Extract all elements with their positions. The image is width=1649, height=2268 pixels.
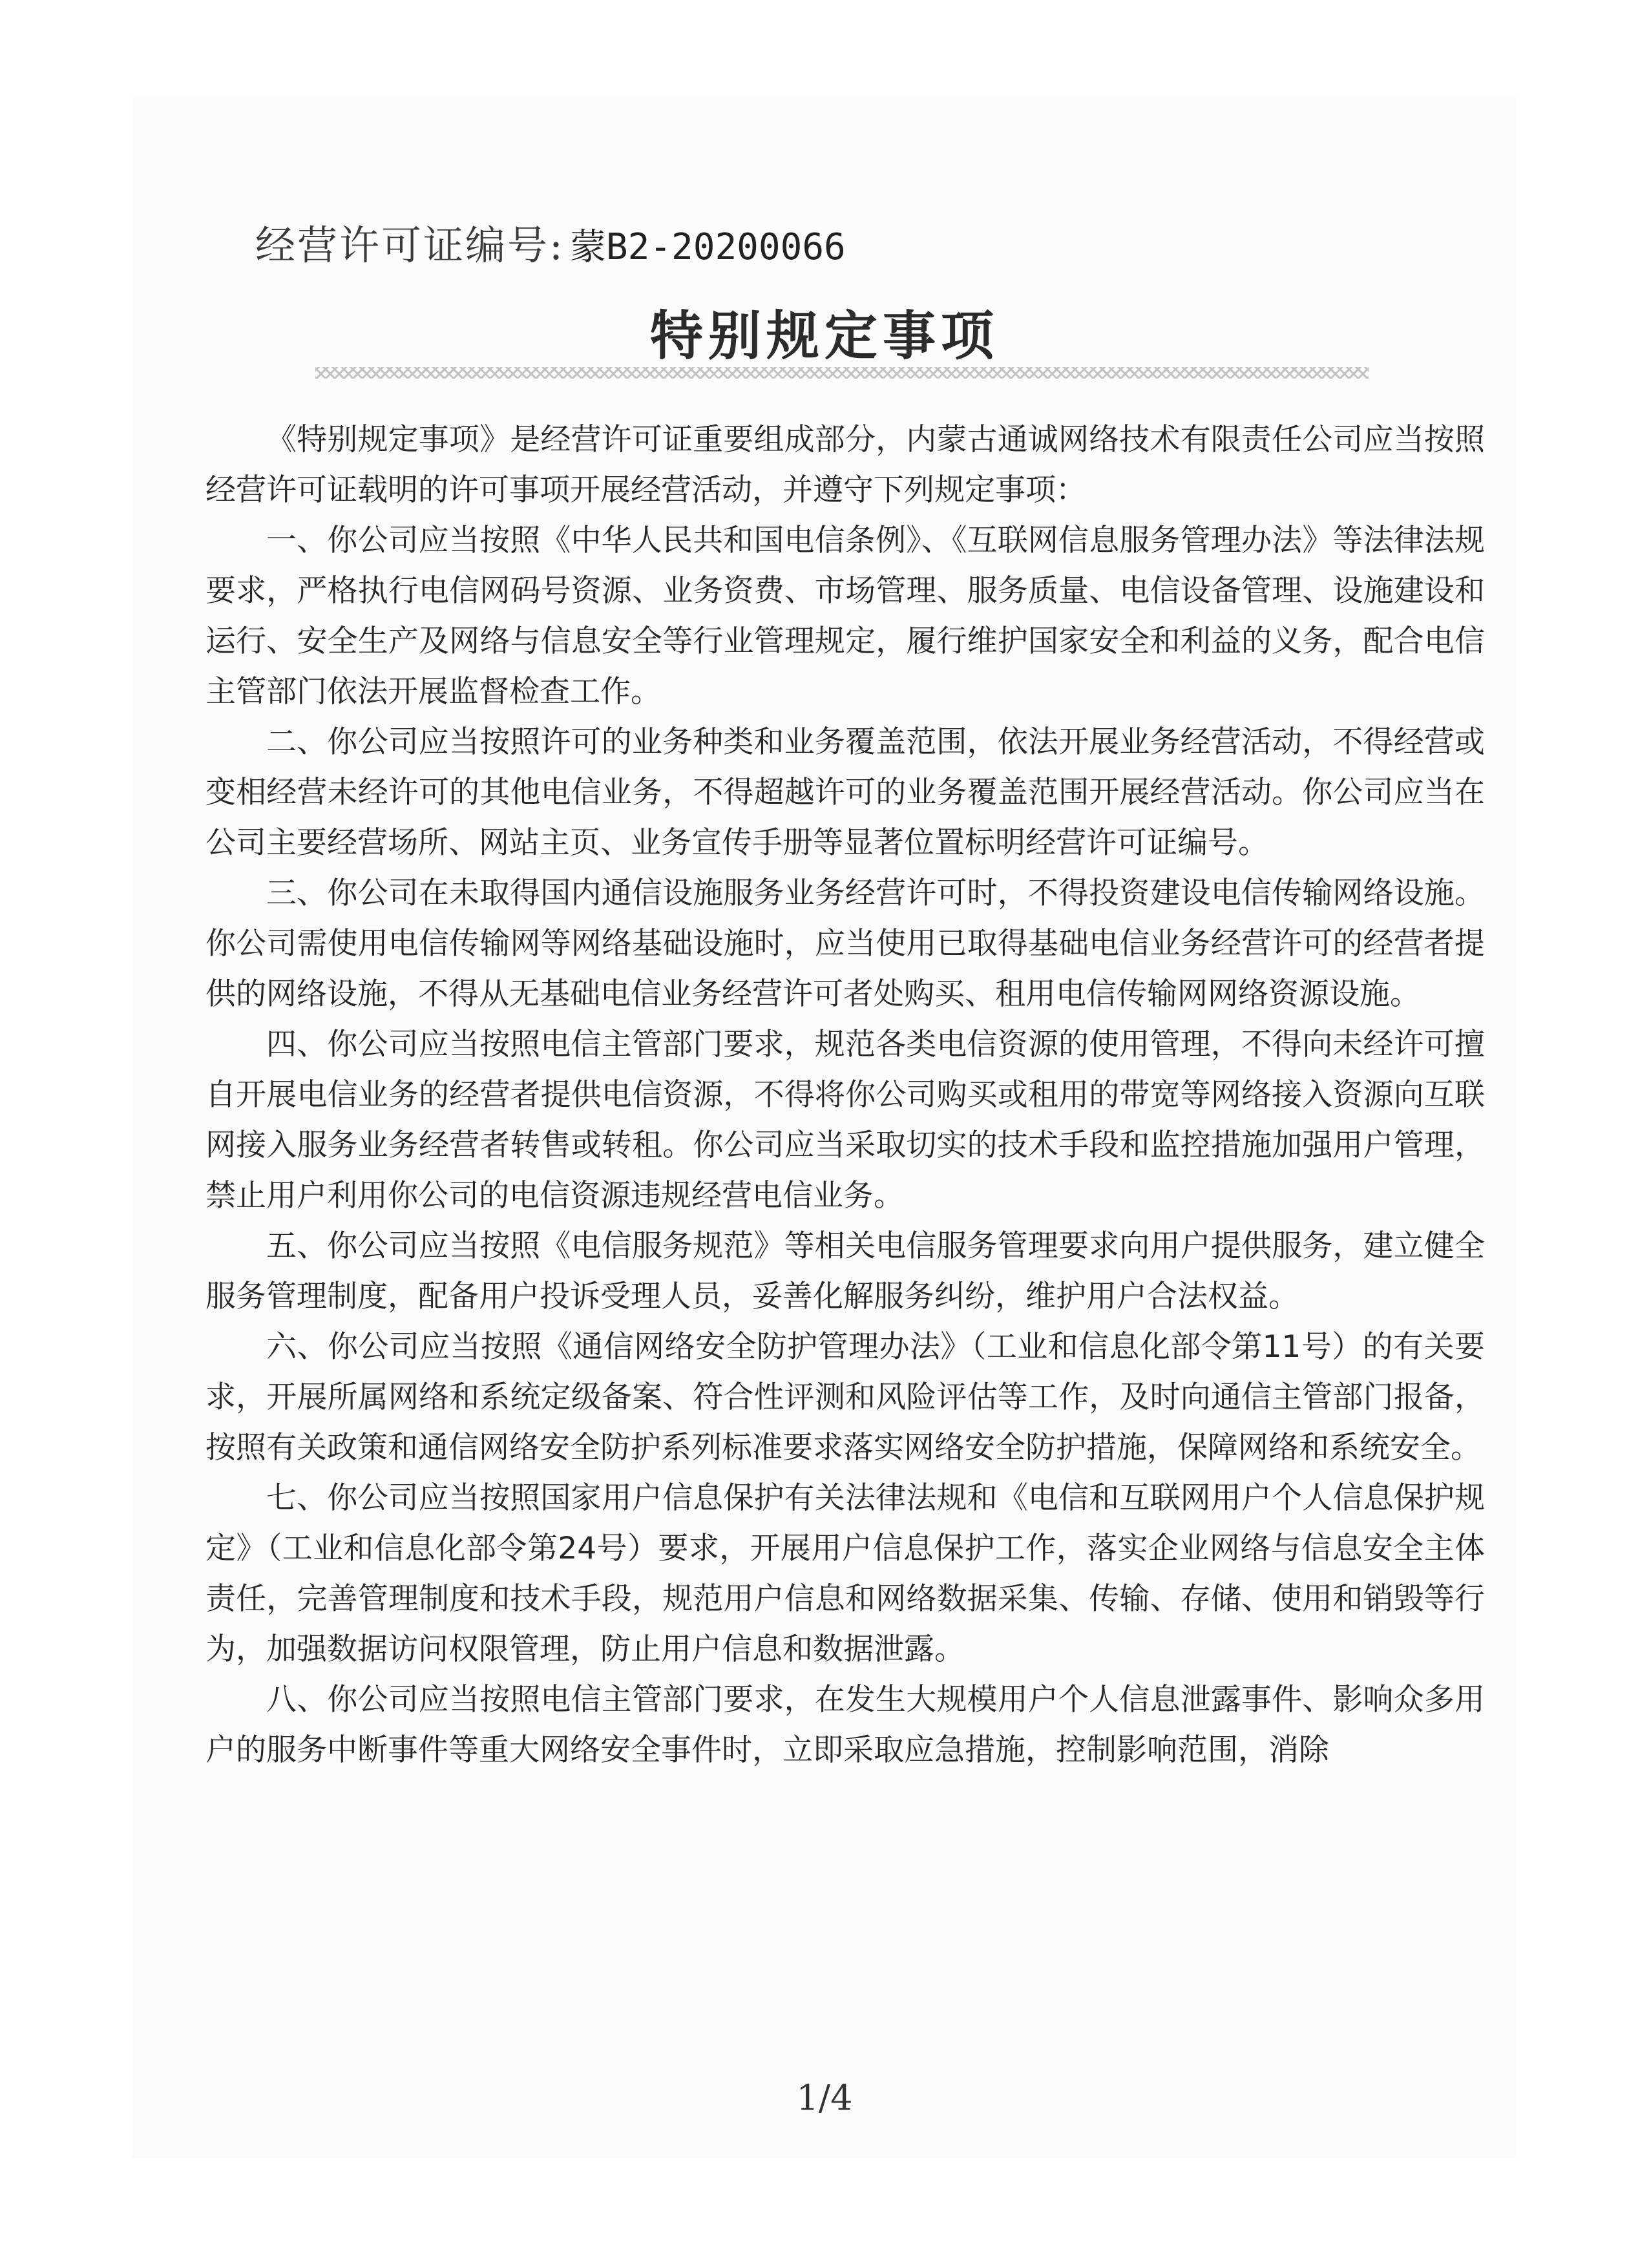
paragraph-item-2: 二、你公司应当按照许可的业务种类和业务覆盖范围，依法开展业务经营活动，不得经营或变相经营未经许可的其他电信业务，不得超越许可的业务覆盖范围开展经营活动。你公司应当在公司主要经营场所、网站主页、业务宣传手册等显著位置标明经营许可证编号。 [205,724,1485,861]
paragraph-item-3: 三、你公司在未取得国内通信设施服务业务经营许可时，不得投资建设电信传输网络设施。你公司需使用电信传输网等网络基础设施时，应当使用已取得基础电信业务经营许可的经营者提供的网络设施，不得从无基础电信业务经营许可者处购买、租用电信传输网网络资源设施。 [205,876,1485,1012]
paragraph-item-8: 八、你公司应当按照电信主管部门要求，在发生大规模用户个人信息泄露事件、影响众多用户的服务中断事件等重大网络安全事件时，立即采取应急措施，控制影响范围，消除 [205,1682,1485,1768]
decorative-divider [315,367,1369,379]
paragraph-item-5: 五、你公司应当按照《电信服务规范》等相关电信服务管理要求向用户提供服务，建立健全服务管理制度，配备用户投诉受理人员，妥善化解服务纠纷，维护用户合法权益。 [205,1228,1485,1314]
paragraph-item-6: 六、你公司应当按照《通信网络安全防护管理办法》（工业和信息化部令第11号）的有关要求，开展所属网络和系统定级备案、符合性评测和风险评估等工作，及时向通信主管部门报备，按照有关政策和通信网络安全防护系列标准要求落实网络安全防护措施，保障网络和系统安全。 [205,1329,1485,1465]
license-number-value: 蒙B2-20200066 [569,226,846,268]
paragraph-item-1: 一、你公司应当按照《中华人民共和国电信条例》、《互联网信息服务管理办法》等法律法规要求，严格执行电信网码号资源、业务资费、市场管理、服务质量、电信设备管理、设施建设和运行、安全生产及网络与信息安全等行业管理规定，履行维护国家安全和利益的义务，配合电信主管部门依法开展监督检查工作。 [205,523,1485,709]
paragraph-item-7: 七、你公司应当按照国家用户信息保护有关法律法规和《电信和互联网用户个人信息保护规定》（工业和信息化部令第24号）要求，开展用户信息保护工作，落实企业网络与信息安全主体责任，完善管理制度和技术手段，规范用户信息和网络数据采集、传输、存储、使用和销毁等行为，加强数据访问权限管理，防止用户信息和数据泄露。 [205,1480,1485,1667]
license-number-line [255,213,846,291]
page-number: 1/4 [796,2077,853,2118]
intro-paragraph: 《特别规定事项》是经营许可证重要组成部分，内蒙古通诚网络技术有限责任公司应当按照经营许可证载明的许可事项开展经营活动，并遵守下列规定事项： [205,422,1485,508]
document-body [205,415,1485,1776]
license-number-label: 经营许可证编号: [255,222,565,269]
document-title: 特别规定事项 [649,305,999,367]
paragraph-item-4: 四、你公司应当按照电信主管部门要求，规范各类电信资源的使用管理，不得向未经许可擅自开展电信业务的经营者提供电信资源，不得将你公司购买或租用的带宽等网络接入资源向互联网接入服务业务经营者转售或转租。你公司应当采取切实的技术手段和监控措施加强用户管理，禁止用户利用你公司的电信资源违规经营电信业务。 [205,1027,1485,1213]
